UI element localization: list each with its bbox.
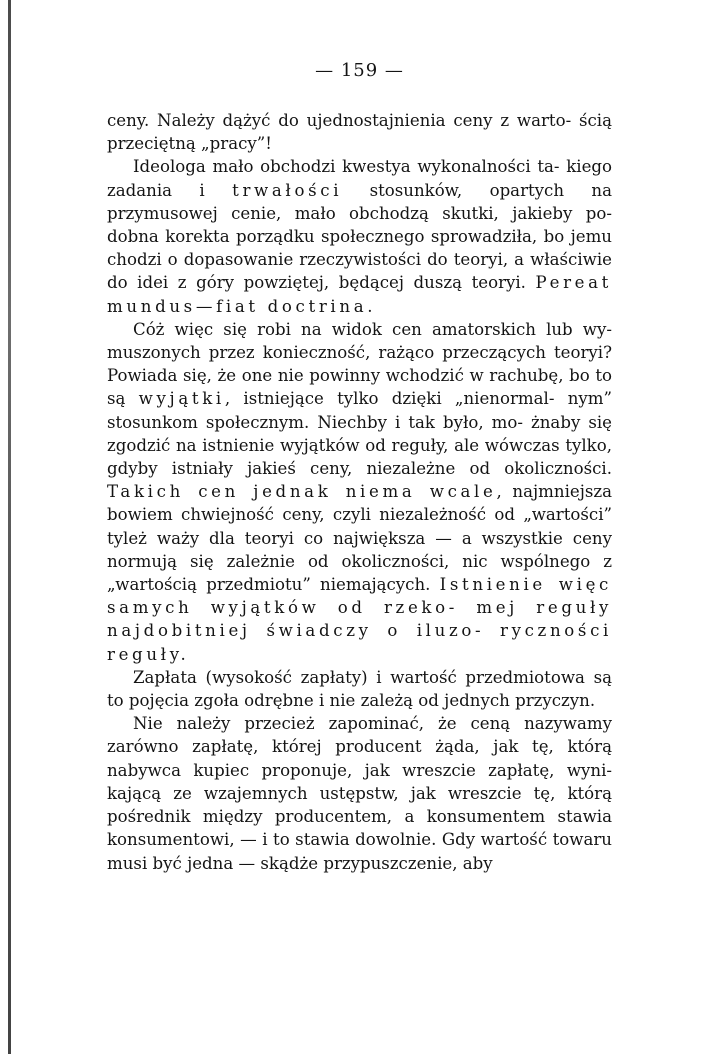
paragraph-2 (107, 155, 612, 317)
paragraph-5 (107, 712, 612, 874)
page-edge-shadow (8, 0, 11, 1054)
text-run: Ideologa mało obchodzi kwestya wykonalności ta- kiego zadania i (107, 157, 612, 200)
paragraph-4 (107, 666, 612, 712)
emphasized-text: Istnienie więc samych wyjątków od rzeko- mej reguły najdobitniej świadczy o iluzo- ryczności reguły. (107, 575, 612, 664)
paragraph-3 (107, 318, 612, 666)
book-page (107, 60, 612, 875)
emphasized-text: Takich cen jednak niema wcale (107, 482, 497, 502)
emphasized-text: wyjątki (138, 389, 225, 409)
page-number: — 159 — (315, 60, 404, 81)
text-run: Zapłata (wysokość zapłaty) i wartość przedmiotowa są to pojęcia zgoła odrębne i nie zależą od jednych przyczyn. (107, 667, 612, 711)
paragraph-1 (107, 109, 612, 155)
text-run: , najmniejsza bowiem chwiejność ceny, czyli niezależność od „wartości” tyleż waży dla teoryi co największa — a wszystkie ceny normują się zależnie od okoliczności, nic wspólnego z „wartością przedmiotu” niemających. (107, 482, 612, 595)
text-run: , istniejące tylko dzięki „nienormal- nym” stosunkom społecznym. Niechby i tak było, mo- żnaby się zgodzić na istnienie wyjątków od reguły, ale wówczas tylko, gdyby istniały jakieś ceny, niezależne od okoliczności. (107, 389, 612, 479)
text-run: stosunków, opartych na przymusowej cenie, mało obchodzą skutki, jakieby po- dobna korekta porządku społecznego sprowadziła, bo jemu chodzi o dopasowanie rzeczywistości do teoryi, a właściwie do idei z góry powziętej, będącej duszą teoryi. (107, 180, 612, 293)
text-run: ceny. Należy dążyć do ujednostajnienia ceny z warto- ścią przeciętną „pracy”! (107, 111, 612, 154)
text-run: Cóż więc się robi na widok cen amatorskich lub wy- muszonych przez konieczność, rażąco przeczących teoryi? Powiada się, że one nie powinny wchodzić w rachubę, bo to są (107, 319, 612, 409)
emphasized-text: trwałości (232, 180, 343, 200)
emphasized-text: Pereat mundus—fiat doctrina. (107, 273, 612, 316)
text-run: Nie należy przecież zapominać, że ceną nazywamy zarówno zapłatę, której producent żąda, jak tę, którą nabywca kupiec proponuje, jak wreszcie zapłatę, wyni- kającą ze wzajemnych ustępstw, jak wreszcie tę, którą pośrednik między producentem, a konsumentem stawia konsumentowi, — i to stawia dowolnie. Gdy wartość towaru musi być jedna — skądże przypuszczenie, aby (107, 714, 612, 873)
body-text (107, 109, 612, 875)
